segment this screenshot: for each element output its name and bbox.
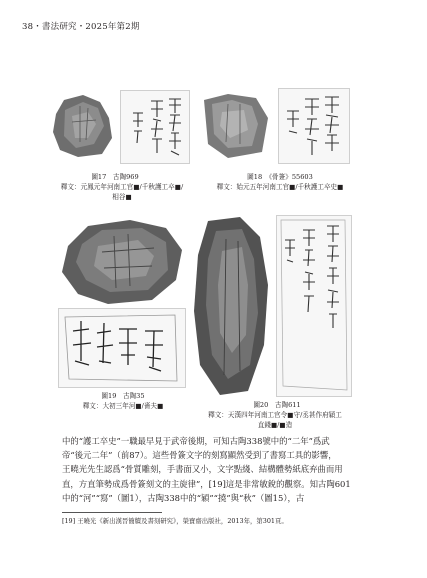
body-line: 王曉光先生認爲“骨質雕刻，手書面又小，文字點綫、結構體勢紙底弃曲而用 bbox=[62, 464, 343, 475]
body-line: 中的“河”“寫”（圖1），古陶338中的“穎”“撓”與“秋”（圖15），古 bbox=[62, 492, 305, 503]
figure-17-photo bbox=[50, 92, 115, 160]
figure-18-tracing bbox=[278, 88, 350, 164]
figure-19-caption: 圖19 古陶35 bbox=[101, 392, 145, 400]
figure-19-explanation: 釋文：大初三年河■/嗇夫■ bbox=[82, 402, 164, 410]
figure-20-explanation: 釋文：天漢四年河南工官令■守/丞甚作府穎工 直錢■/■造 bbox=[208, 411, 342, 429]
body-line: 直，方直筆勢成爲骨簽刻文的主旋律”，[19]這是非常敏銳的觀察。知古陶601 bbox=[62, 478, 351, 489]
figure-17-explanation: 釋文：元鳳元年河南工官■/千秋護工卒■/ 相谷■ bbox=[60, 183, 184, 201]
footnote: [19] 王曉光《新出漢晉簡牘及書刻研究》，榮寶齋出版社，2013年，第301頁。 bbox=[62, 517, 288, 525]
figure-19-photo bbox=[58, 218, 186, 306]
figure-19-tracing bbox=[58, 308, 186, 388]
body-line: 中的“護工卒史”一職最早見于武帝後期，可知古陶338號中的“二年”爲武 bbox=[62, 436, 330, 446]
running-head: 38・書法研究・2025年第2期 bbox=[22, 22, 140, 32]
footnote-rule bbox=[62, 512, 162, 513]
figure-17-tracing bbox=[120, 90, 190, 164]
figure-17-caption: 圖17 古陶969 bbox=[91, 173, 139, 181]
figure-20-photo bbox=[190, 215, 272, 397]
figure-20-tracing bbox=[276, 215, 352, 397]
figure-18-caption: 圖18 《骨簽》55603 bbox=[247, 173, 313, 181]
figure-18-explanation: 釋文：始元五年河南工官■/千秋護工卒史■ bbox=[216, 183, 344, 191]
figure-20-caption: 圖20 古陶611 bbox=[253, 401, 301, 409]
body-text bbox=[62, 434, 392, 505]
body-line: 帝“後元二年”（前87）。這些骨簽文字的刻寫顯然受到了書寫工具的影響， bbox=[62, 450, 337, 461]
figure-18-photo bbox=[200, 92, 272, 160]
